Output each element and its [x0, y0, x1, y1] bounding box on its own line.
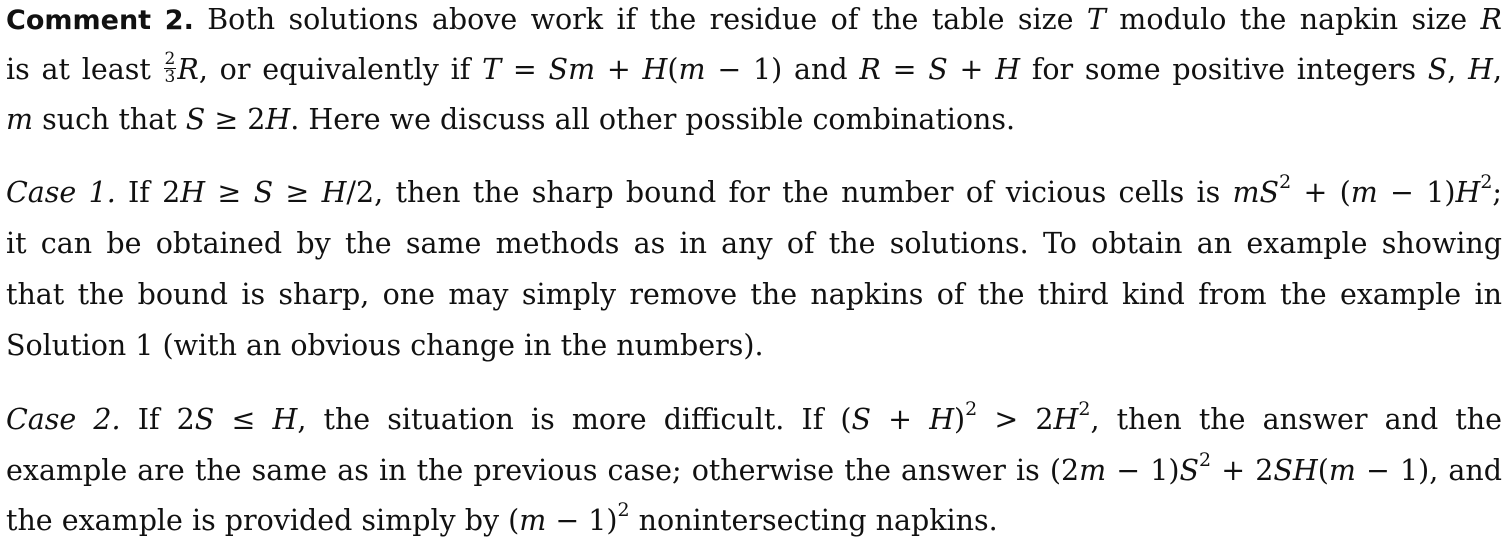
- comment-label: Comment 2.: [6, 5, 194, 36]
- case1-line-1: Case 1. If 2H ≥ S ≥ H/2, then the sharp bound for the number of vicious cells is $mS^2 + (m - 1)H^2$;: [6, 170, 1503, 209]
- case2-line-2: example are the same as in the previous case; otherwise the answer is $(2m - 1)S^2 + 2SH(m - 1)$, and: [6, 448, 1502, 487]
- case2-label: Case 2.: [6, 403, 121, 436]
- case2-line-1: Case 2. If 2S ≤ H, the situation is more difficult. If $(S + H)^2 > 2H^2$, then the answer and the: [6, 397, 1502, 436]
- comment-line-1: Comment 2. Both solutions above work if the residue of the table size T modulo the napkin size R: [6, 3, 1502, 36]
- comment-line-3: m such that S ≥ 2H. Here we discuss all other possible combinations.: [6, 103, 1016, 136]
- case1-line-2: it can be obtained by the same methods as in any of the solutions. To obtain an example showing: [6, 227, 1502, 260]
- fraction-two-thirds: $\frac{2}{3}$: [164, 49, 176, 87]
- comment-line-2: is at least $\frac{2}{3}$ R, or equivalently if T = Sm + H(m − 1) and R = S + H for some positive integers S, H,: [6, 49, 1503, 87]
- case1-line-4: Solution 1 (with an obvious change in the numbers).: [6, 329, 764, 362]
- case1-line-3: that the bound is sharp, one may simply remove the napkins of the third kind from the example in: [6, 278, 1502, 311]
- case2-line-3: the example is provided simply by $(m - 1)^2$ nonintersecting napkins.: [6, 498, 998, 537]
- case1-label: Case 1.: [6, 176, 116, 209]
